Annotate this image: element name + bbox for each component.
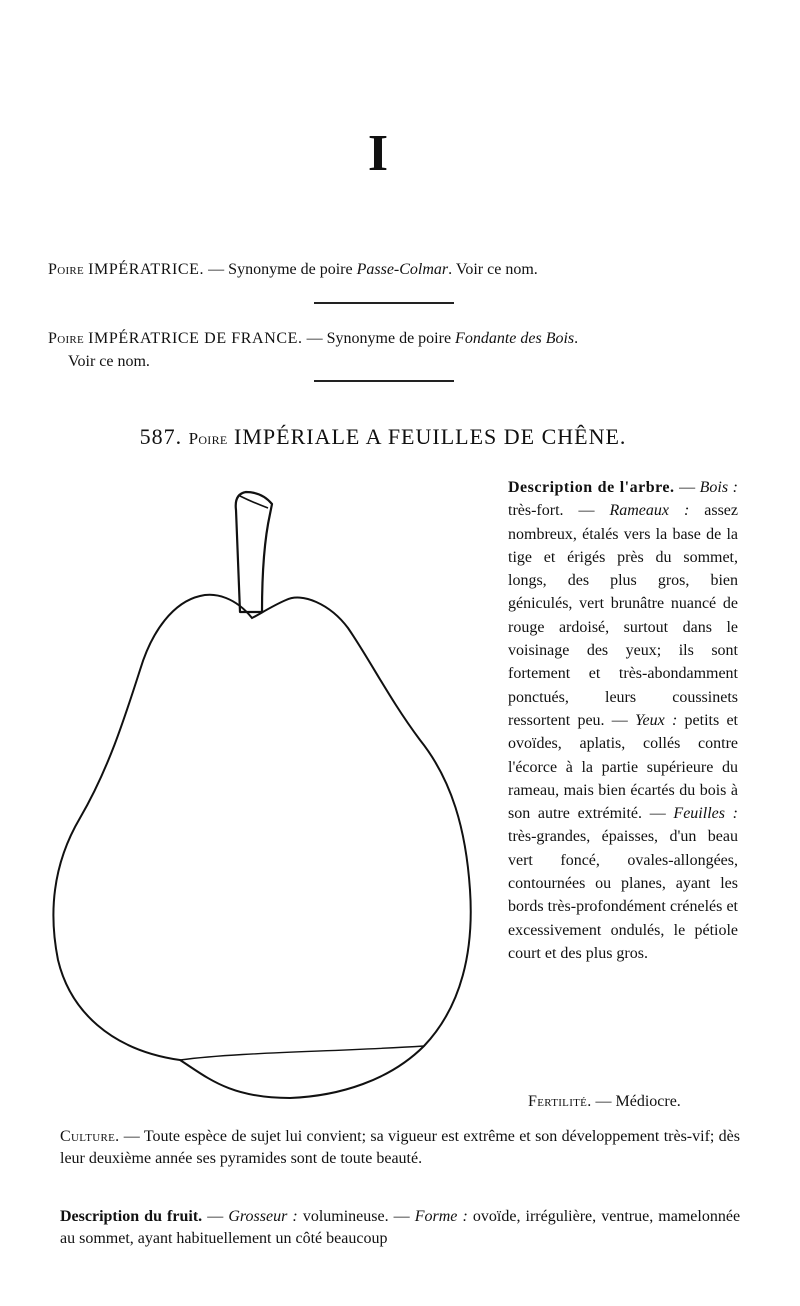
dictionary-entry-imperatrice xyxy=(48,258,748,281)
fertility-text: — Médiocre. xyxy=(591,1093,681,1110)
tree-description xyxy=(508,476,738,965)
text-run: très-grandes, épaisses, d'un beau vert foncé, ovales-allongées, contournées ou planes, ayant les bords très-profondément crénelés et excessivement ondulés, le pétiole court et des plus gros. xyxy=(508,828,738,962)
entry-reference: Passe-Colmar xyxy=(356,261,449,278)
entry-continuation: Voir ce nom. xyxy=(68,353,150,370)
text-run: volumineuse. — xyxy=(297,1208,415,1225)
tree-description-title: Description de l'arbre. xyxy=(508,479,675,496)
article-number: 587. xyxy=(139,424,183,449)
divider-rule xyxy=(314,302,454,304)
entry-tail: . xyxy=(574,330,579,347)
pear-illustration xyxy=(40,480,480,1110)
article-title: IMPÉRIALE A FEUILLES DE CHÊNE. xyxy=(234,424,627,449)
pear-outline xyxy=(53,595,470,1098)
feuilles-label: Feuilles : xyxy=(673,805,738,823)
entry-name: IMPÉRATRICE. xyxy=(88,261,205,278)
yeux-label: Yeux : xyxy=(635,711,678,729)
grosseur-label: Grosseur : xyxy=(228,1208,298,1225)
text-run: — xyxy=(674,479,700,496)
entry-lead: Poire xyxy=(48,261,85,278)
entry-reference: Fondante des Bois xyxy=(455,330,575,347)
pear-base-line xyxy=(180,1046,424,1060)
text-run: assez nombreux, étalés vers la base de la tige et érigés près du sommet, longs, des plus gros, bien géniculés, vert brunâtre nuancé de rouge ardoisé, surtout dans le voisinage des yeux; ils sont fortement et très-abondamment ponctués, leurs coussinets ressortent peu. — xyxy=(508,502,738,729)
rameaux-label: Rameaux : xyxy=(609,502,690,520)
bois-label: Bois : xyxy=(699,479,738,496)
entry-text: — Synonyme de poire xyxy=(204,261,357,278)
section-letter: I xyxy=(367,125,389,182)
fruit-description xyxy=(60,1206,740,1250)
text-run: petits et ovoïdes, aplatis, collés contre l'écorce à la partie supérieure du rameau, mais bien écartés du bois à son autre extrémité. — xyxy=(508,711,738,823)
fertility-label: Fertilité. xyxy=(528,1093,592,1110)
culture-text: — Toute espèce de sujet lui convient; sa vigueur est extrême et son développement très-vif; dès leur deuxième année ses pyramides sont de toute beauté. xyxy=(60,1128,740,1167)
entry-tail: . Voir ce nom. xyxy=(448,261,538,278)
dictionary-entry-imperatrice-de-france xyxy=(48,327,748,373)
pear-stem xyxy=(236,492,272,612)
forme-label: Forme : xyxy=(414,1208,468,1225)
fruit-description-title: Description du fruit. xyxy=(60,1208,203,1225)
text-run: très-fort. — xyxy=(508,502,610,520)
fertility-line xyxy=(528,1090,681,1113)
entry-lead: Poire xyxy=(48,330,85,347)
divider-rule xyxy=(314,380,454,382)
article-heading xyxy=(0,424,766,450)
article-lead: Poire xyxy=(188,429,228,448)
culture-paragraph xyxy=(60,1126,740,1170)
culture-label: Culture. xyxy=(60,1128,120,1145)
entry-name: IMPÉRATRICE DE FRANCE. xyxy=(88,330,303,347)
text-run: ovoïde, irrégulière, ventrue, mamelonnée au sommet, ayant habituellement un côté beaucoup xyxy=(60,1208,741,1247)
entry-text: — Synonyme de poire xyxy=(302,330,456,347)
text-run: — xyxy=(202,1208,229,1225)
